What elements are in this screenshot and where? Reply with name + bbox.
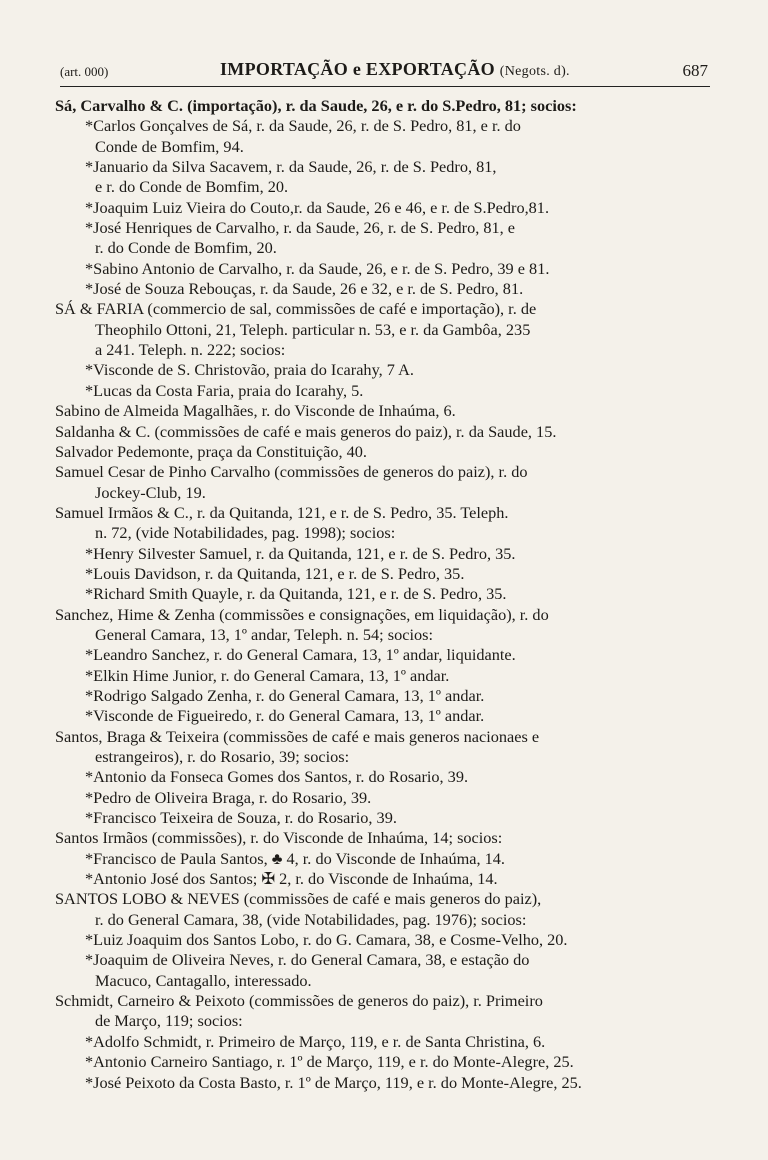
partner-line: *Elkin Hime Junior, r. do General Camara, 13, 1º andar.	[85, 665, 450, 685]
entry-line: Saldanha & C. (commissões de café e mais generos do paiz), r. da Saude, 15.	[55, 421, 557, 441]
header-rule	[60, 86, 710, 87]
partner-line: *Francisco de Paula Santos, ♣ 4, r. do Visconde de Inhaúma, 14.	[85, 848, 505, 868]
partner-line: *Louis Davidson, r. da Quitanda, 121, e r. de S. Pedro, 35.	[85, 563, 465, 583]
running-title-sub: (Negots. d).	[499, 64, 570, 79]
partner-line: *Luiz Joaquim dos Santos Lobo, r. do G. Camara, 38, e Cosme-Velho, 20.	[85, 930, 568, 950]
continuation-line: de Março, 119; socios:	[95, 1011, 243, 1031]
partner-line: *Richard Smith Quayle, r. da Quitanda, 121, e r. de S. Pedro, 35.	[85, 584, 507, 604]
page-header	[60, 58, 708, 84]
partner-line: *José de Souza Rebouças, r. da Saude, 26 e 32, e r. de S. Pedro, 81.	[85, 279, 524, 299]
running-title	[220, 59, 570, 80]
continuation-line: n. 72, (vide Notabilidades, pag. 1998); socios:	[95, 523, 396, 543]
continuation-line: estrangeiros), r. do Rosario, 39; socios:	[95, 747, 350, 766]
partner-line: *José Peixoto da Costa Basto, r. 1º de Março, 119, e r. do Monte-Alegre, 25.	[85, 1072, 582, 1092]
partner-line: *Januario da Silva Sacavem, r. da Saude, 26, r. de S. Pedro, 81,	[85, 157, 497, 177]
directory-entries	[55, 96, 710, 1093]
partner-line: *Lucas da Costa Faria, praia do Icarahy, 5.	[85, 380, 364, 400]
continuation-line: r. do General Camara, 38, (vide Notabilidades, pag. 1976); socios:	[95, 909, 527, 929]
partner-line: *Visconde de S. Christovão, praia do Icarahy, 7 A.	[85, 360, 414, 380]
continuation-line: Macuco, Cantagallo, interessado.	[95, 970, 312, 990]
partner-line: *José Henriques de Carvalho, r. da Saude, 26, r. de S. Pedro, 81, e	[85, 218, 516, 238]
entry-line: Sabino de Almeida Magalhães, r. do Visconde de Inhaúma, 6.	[55, 401, 456, 421]
partner-line: *Adolfo Schmidt, r. Primeiro de Março, 119, e r. de Santa Christina, 6.	[85, 1031, 546, 1051]
entry-line: SÁ & FARIA (commercio de sal, commissões de café e importação), r. de	[55, 299, 537, 319]
entry-line: SANTOS LOBO & NEVES (commissões de café e mais generos do paiz),	[55, 889, 542, 909]
continuation-line: Conde de Bomfim, 94.	[95, 136, 244, 156]
partner-line: *Carlos Gonçalves de Sá, r. da Saude, 26, r. de S. Pedro, 81, e r. do	[85, 116, 521, 136]
entry-line: Sá, Carvalho & C. (importação), r. da Saude, 26, e r. do S.Pedro, 81; socios:	[55, 96, 577, 115]
continuation-line: General Camara, 13, 1º andar, Teleph. n. 54; socios:	[95, 624, 433, 644]
entry-line: Sanchez, Hime & Zenha (commissões e consignações, em liquidação), r. do	[55, 604, 549, 624]
continuation-line: e r. do Conde de Bomfim, 20.	[95, 177, 289, 197]
partner-line: *Visconde de Figueiredo, r. do General Camara, 13, 1º andar.	[85, 706, 485, 726]
entry-line: Schmidt, Carneiro & Peixoto (commissões de generos do paiz), r. Primeiro	[55, 991, 543, 1011]
entry-line: Salvador Pedemonte, praça da Constituição, 40.	[55, 441, 367, 461]
partner-line: *Antonio Carneiro Santiago, r. 1º de Março, 119, e r. do Monte-Alegre, 25.	[85, 1052, 574, 1072]
partner-line: *Pedro de Oliveira Braga, r. do Rosario, 39.	[85, 787, 372, 807]
entry-line: Samuel Cesar de Pinho Carvalho (commissões de generos do paiz), r. do	[55, 462, 528, 482]
entry-line: Santos, Braga & Teixeira (commissões de café e mais generos nacionaes e	[55, 726, 540, 746]
header-left-note: (art. 000)	[60, 64, 109, 79]
continuation-line: Theophilo Ottoni, 21, Teleph. particular n. 53, e r. da Gambôa, 235	[95, 319, 531, 339]
page-number: 687	[682, 61, 708, 80]
entry-line: Santos Irmãos (commissões), r. do Visconde de Inhaúma, 14; socios:	[55, 828, 503, 848]
continuation-line: Jockey-Club, 19.	[95, 482, 206, 502]
continuation-line: r. do Conde de Bomfim, 20.	[95, 238, 277, 258]
partner-line: *Joaquim de Oliveira Neves, r. do General Camara, 38, e estação do	[85, 950, 530, 970]
partner-line: *Francisco Teixeira de Souza, r. do Rosario, 39.	[85, 808, 397, 828]
partner-line: *Antonio da Fonseca Gomes dos Santos, r. do Rosario, 39.	[85, 767, 469, 787]
partner-line: *Henry Silvester Samuel, r. da Quitanda, 121, e r. de S. Pedro, 35.	[85, 543, 516, 563]
partner-line: *Antonio José dos Santos; ✠ 2, r. do Visconde de Inhaúma, 14.	[85, 869, 498, 889]
partner-line: *Sabino Antonio de Carvalho, r. da Saude, 26, e r. de S. Pedro, 39 e 81.	[85, 258, 550, 278]
partner-line: *Leandro Sanchez, r. do General Camara, 13, 1º andar, liquidante.	[85, 645, 516, 665]
partner-line: *Rodrigo Salgado Zenha, r. do General Camara, 13, 1º andar.	[85, 685, 485, 705]
entry-line: Samuel Irmãos & C., r. da Quitanda, 121, e r. de S. Pedro, 35. Teleph.	[55, 502, 509, 522]
running-title-main: IMPORTAÇÃO e EXPORTAÇÃO	[220, 59, 495, 79]
continuation-line: a 241. Teleph. n. 222; socios:	[95, 340, 286, 360]
partner-line: *Joaquim Luiz Vieira do Couto,r. da Saude, 26 e 46, e r. de S.Pedro,81.	[85, 197, 550, 217]
